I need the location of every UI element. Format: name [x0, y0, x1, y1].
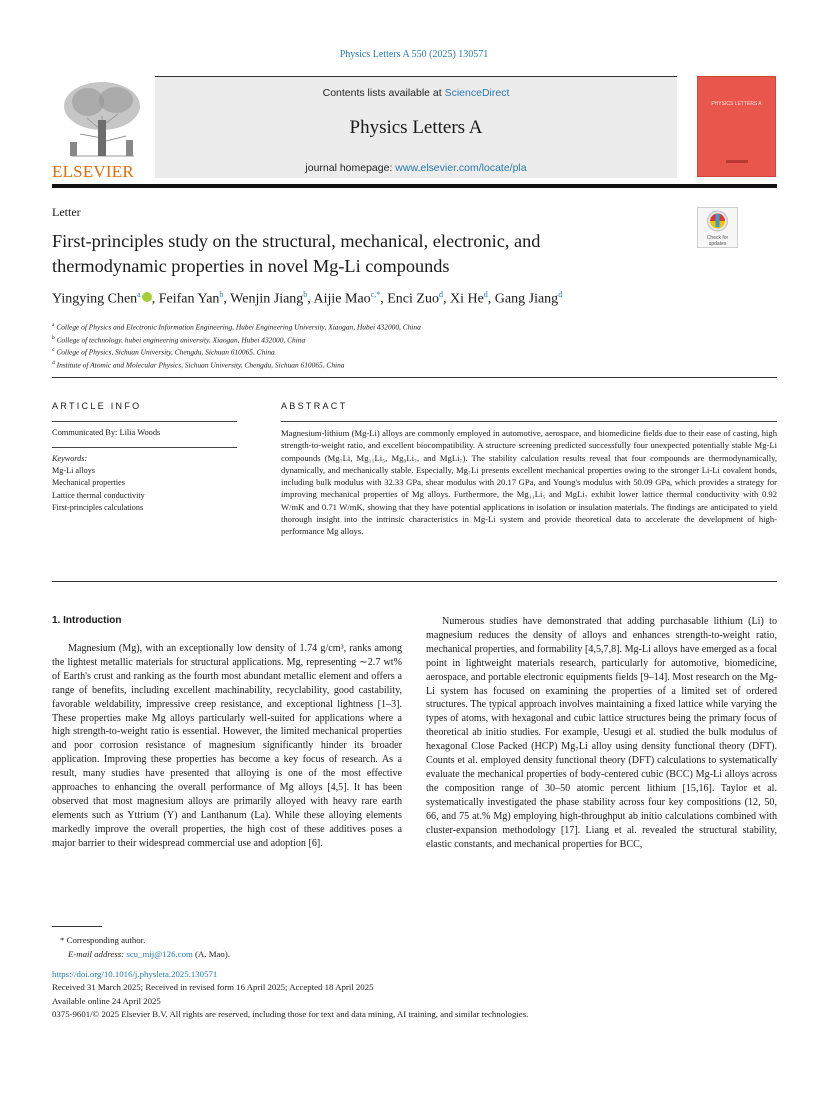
- author-affiliation-sup[interactable]: b: [219, 290, 224, 299]
- divider: [52, 581, 777, 582]
- author-affiliation-sup[interactable]: b: [303, 290, 308, 299]
- elsevier-tree-logo: [52, 76, 152, 183]
- keywords-block: [52, 453, 145, 514]
- masthead-box: [155, 76, 677, 178]
- article-type: Letter: [52, 205, 81, 219]
- author-affiliation-sup[interactable]: d: [483, 290, 488, 299]
- footnote-rule: [52, 926, 102, 927]
- communicated-by: Communicated By: Lilia Woods: [52, 428, 161, 437]
- journal-title: Physics Letters A: [349, 117, 483, 138]
- email-link[interactable]: scu_mij@126.com: [126, 949, 193, 959]
- author-name[interactable]: Yingying Chen: [52, 291, 138, 307]
- author-name[interactable]: Aijie Mao: [313, 291, 371, 307]
- article-info-heading: ARTICLE INFO: [52, 401, 142, 411]
- affiliation-item: $^d$ Institute of Atomic and Molecular Physics, Sichuan University, Chengdu, Sichuan 610065, China: [52, 360, 345, 370]
- email-line: E-mail address: scu_mij@126.com (A. Mao).: [68, 949, 230, 959]
- masthead-rule: [52, 184, 777, 188]
- divider: [281, 421, 777, 422]
- author-name[interactable]: Feifan Yan: [158, 291, 220, 307]
- section-heading: 1. Introduction: [52, 615, 122, 626]
- corresponding-author: * Corresponding author.: [60, 935, 146, 945]
- divider: [52, 421, 237, 422]
- publisher-name: ELSEVIER: [52, 162, 134, 181]
- check-for-updates-badge[interactable]: [697, 207, 738, 248]
- sciencedirect-link[interactable]: ScienceDirect: [444, 87, 510, 99]
- journal-citation[interactable]: Physics Letters A 550 (2025) 130571: [339, 49, 489, 60]
- author-name[interactable]: Gang Jiang: [494, 291, 559, 307]
- affiliation-item: $^c$ College of Physics, Sichuan University, Chengdu, Sichuan 610065, China: [52, 347, 275, 357]
- author-affiliation-sup[interactable]: c,*: [370, 290, 381, 299]
- journal-masthead: [52, 76, 777, 183]
- orcid-icon[interactable]: [142, 292, 152, 302]
- body-column-left: [52, 642, 402, 851]
- author-affiliation-sup[interactable]: a: [137, 290, 141, 299]
- journal-homepage-link[interactable]: www.elsevier.com/locate/pla: [395, 162, 527, 174]
- author-name[interactable]: Wenjin Jiang: [230, 291, 304, 307]
- journal-cover-thumbnail[interactable]: [697, 76, 776, 177]
- corresponding-footnote: [52, 933, 230, 961]
- article-title: First-principles study on the structural, mechanical, electronic, and thermodynamic properties in novel Mg-Li compounds: [52, 231, 541, 276]
- homepage-line: journal homepage: www.elsevier.com/locate/pla: [305, 162, 527, 174]
- contents-line: Contents lists available at ScienceDirect: [322, 87, 510, 99]
- author-name[interactable]: Xi He: [449, 291, 484, 307]
- author-list: Yingying Chen$^a$ , Feifan Yan$^b$, Wenjin Jiang$^b$, Aijie Mao$^{c,*}$, Enci Zuo$^d$, Xi He$^d$, Gang Jiang$^d$: [52, 290, 563, 307]
- cover-title: PHYSICS LETTERS A: [711, 101, 762, 107]
- keyword: Mechanical properties: [52, 478, 125, 488]
- crossmark-label: Check for updates: [706, 235, 729, 247]
- affiliations: [52, 320, 421, 371]
- divider: [52, 377, 777, 378]
- keyword: Mg-Li alloys: [52, 466, 95, 476]
- keyword: First-principles calculations: [52, 502, 144, 512]
- author-name[interactable]: Enci Zuo: [387, 291, 439, 307]
- crossmark-icon: [698, 208, 737, 236]
- received-dates: Received 31 March 2025; Received in revised form 16 April 2025; Accepted 18 April 2025: [52, 982, 374, 993]
- keywords-heading: Keywords:: [52, 454, 88, 463]
- paragraph: Numerous studies have demonstrated that adding purchasable lithium (Li) to magnesium reduces the density of alloys and enhances strength-to-weight ratio, mechanical properties, and formability [4,5,7,8]. Mg-Li alloys have emerged as a focal point in lightweight materials research, particularly for automotive, biomedicine, aerospace, and portable electronic equipments fields [9–14]. Most research on the Mg-Li system has focused on examining the properties of a limited set of ordered structures. The typical approach involves maintaining a fixed lattice while varying the types of atoms, with hexagonal and cubic lattice structures being the primary focus of theoretical ab initio studies. For example, Uesugi et al. studied the bulk modulus of hexagonal Close Packed (HCP) Mg₇Li alloy using density functional theory (DFT). Counts et al. employed density functional theory (DFT) calculations to systematically evaluate the mechanical properties of body-centered cubic (BCC) Mg-Li alloys across the composition range of 30–50 atomic percent lithium [15,16]. Taylor et al. systematically investigated the phase stability across four key compositions (12, 50, 66, and 75 at.% Mg) employing high-throughput ab initio calculations combined with cluster-expansion methodology [17]. Liang et al. revealed the structural stability, elastic constants, and mechanical properties for BCC,: [426, 616, 777, 850]
- keyword: Lattice thermal conductivity: [52, 490, 145, 500]
- body-column-right: [426, 615, 777, 851]
- author-affiliation-sup[interactable]: d: [558, 290, 563, 299]
- cover-bar: [726, 160, 748, 163]
- abstract-text: Magnesium-lithium (Mg-Li) alloys are commonly employed in automotive, aerospace, and biomedicine fields due to their ease of casting, high strength-to-weight ratio, and excellent biocompatibility. A structure screening predicted successfully four unexpected potentially stable Mg-Li compounds (Mg₇Li, Mg₁₁Li₅, Mg₉Li₇, and MgLi₇). The stability calculation results reveal that four compounds are thermodynamically, dynamically, and mechanically stable. Especially, Mg₇Li presents excellent mechanical properties owing to the stronger Li-Li covalent bonds, including bulk modulus with 32.33 GPa, shear modulus with 20.17 GPa, and Young's modulus with 50.09 GPa, which provides a strategy for improving mechanical properties of Mg alloys. Furthermore, the Mg₁₁Li₅ and MgLi₇ exhibit lower lattice thermal conductivity with 0.92 W/mK and 0.71 W/mK, showing that they have potential applications in isolation or insulation materials. The findings are anticipated to yield thorough insight into the intrinsic characteristics in Mg-Li system and provide theoretical data to accelerate the development of high-performance Mg alloys.: [281, 428, 777, 537]
- publication-info: [52, 968, 528, 1022]
- copyright: 0375-9601/© 2025 Elsevier B.V. All rights are reserved, including those for text and data mining, AI training, and similar technologies.: [52, 1009, 529, 1020]
- divider: [52, 447, 237, 448]
- abstract-heading: ABSTRACT: [281, 401, 348, 411]
- paragraph: Magnesium (Mg), with an exceptionally low density of 1.74 g/cm³, ranks among the lightest metallic materials for structural applications. Mg, representing ∼2.7 wt% of Earth's crust and ranking as the fourth most abundant metallic element and offers a range of benefits, including excellent machinability, recyclability, good castability, favorable weldability, impressive creep resistance, and exceptional lightness [1–3]. These properties make Mg alloys particularly well-suited for applications where a high strength-to-weight ratio is essential. However, the limited mechanical properties and poor corrosion resistance of magnesium significantly hinder its broader application. Improving these properties has become a key focus of research. As a result, many studies have presented that alloying is one of the most effective approaches to enhancing the overall performance of Mg alloys [4,5]. It has been observed that most magnesium alloys are primarily alloyed with heavy rare earth elements such as Yttrium (Y) and Lanthanum (La). While these alloying elements markedly improve the overall properties, the high cost of these additives poses a major barrier to their widespread commercial use and adoption [6].: [52, 643, 402, 849]
- author-affiliation-sup[interactable]: d: [438, 290, 443, 299]
- affiliation-item: $^a$ College of Physics and Electronic Information Engineering, Hubei Engineering University, Xiaogan, Hubei 432000, China: [52, 322, 421, 332]
- affiliation-item: $^b$ College of technology, hubei engineering university, Xiaogan, Hubei 432000, China: [52, 334, 306, 345]
- available-online: Available online 24 April 2025: [52, 995, 161, 1006]
- doi-link[interactable]: https://doi.org/10.1016/j.physleta.2025.130571: [52, 969, 218, 979]
